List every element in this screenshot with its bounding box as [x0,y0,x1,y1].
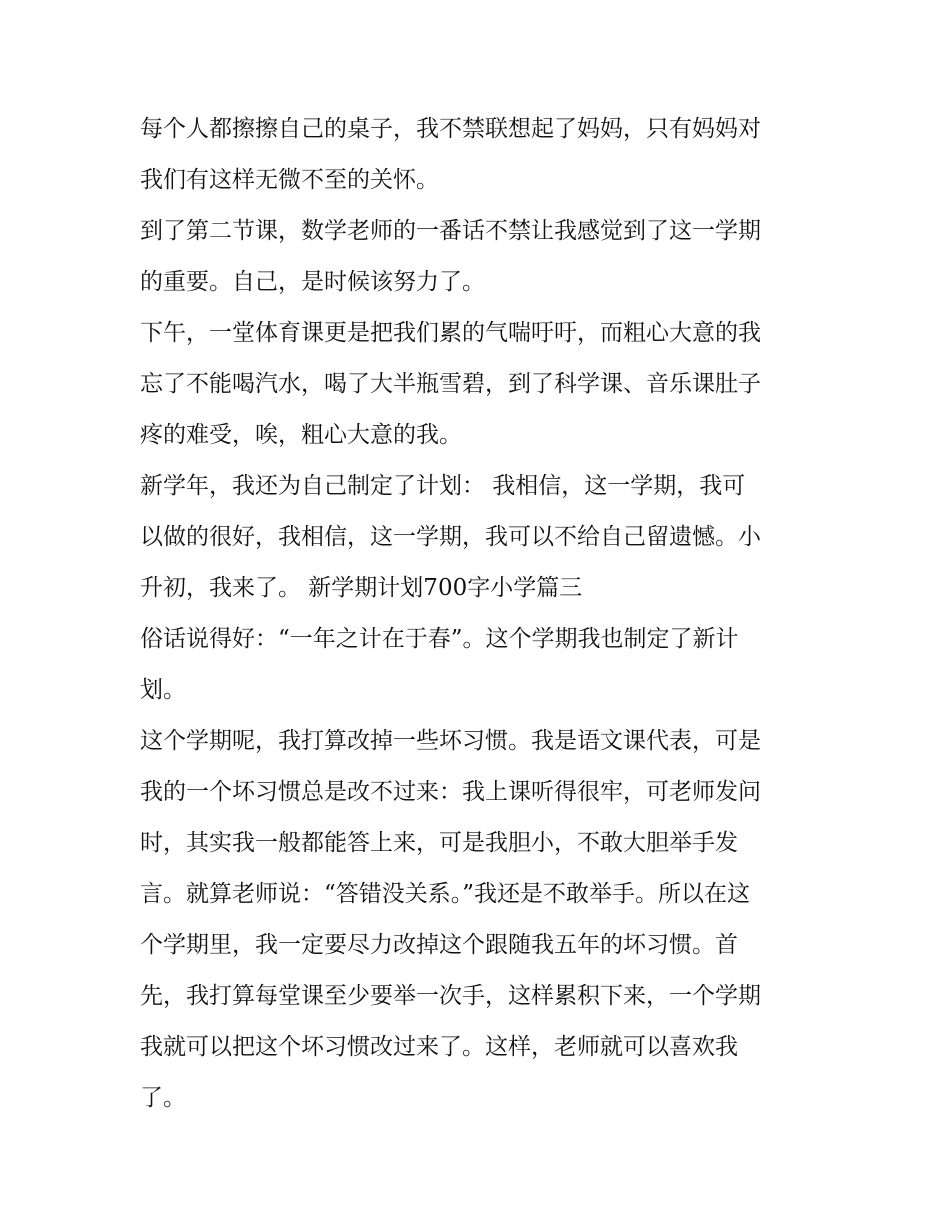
text-line: 下午，一堂体育课更是把我们累的气喘吁吁，而粗心大意的我 [140,320,761,346]
text-line: 个学期里，我一定要尽力改掉这个跟随我五年的坏习惯。首 [140,932,738,958]
text-line: 我就可以把这个坏习惯改过来了。这样，老师就可以喜欢我 [140,1034,738,1060]
text-line: 我们有这样无微不至的关怀。 [140,167,439,193]
text-line: 忘了不能喝汽水，喝了大半瓶雪碧，到了科学课、音乐课肚子 [140,371,761,397]
text-line: 俗话说得好：“一年之计在于春”。这个学期我也制定了新计 [140,626,739,652]
text-line: 升初，我来了。 新学期计划700字小学篇三 [140,575,583,601]
text-line: 新学年，我还为自己制定了计划： 我相信，这一学期，我可 [140,473,746,499]
text-line: 到了第二节课，数学老师的一番话不禁让我感觉到了这一学期 [140,218,761,244]
text-line: 言。就算老师说：“答错没关系。”我还是不敢举手。所以在这 [140,881,751,907]
text-line: 先，我打算每堂课至少要举一次手，这样累积下来，一个学期 [140,983,761,1009]
text-line: 以做的很好，我相信，这一学期，我可以不给自己留遗憾。小 [140,524,761,550]
text-line: 划。 [140,677,186,703]
text-line: 每个人都擦擦自己的桌子，我不禁联想起了妈妈，只有妈妈对 [140,116,761,142]
text-line: 时，其实我一般都能答上来，可是我胆小，不敢大胆举手发 [140,830,738,856]
text-line: 了。 [140,1085,186,1111]
text-line: 的重要。自己，是时候该努力了。 [140,269,485,295]
text-line: 疼的难受，唉，粗心大意的我。 [140,422,462,448]
text-line: 我的一个坏习惯总是改不过来：我上课听得很牢，可老师发问 [140,779,761,805]
body-text [140,104,820,1124]
text-line: 这个学期呢，我打算改掉一些坏习惯。我是语文课代表，可是 [140,728,761,754]
